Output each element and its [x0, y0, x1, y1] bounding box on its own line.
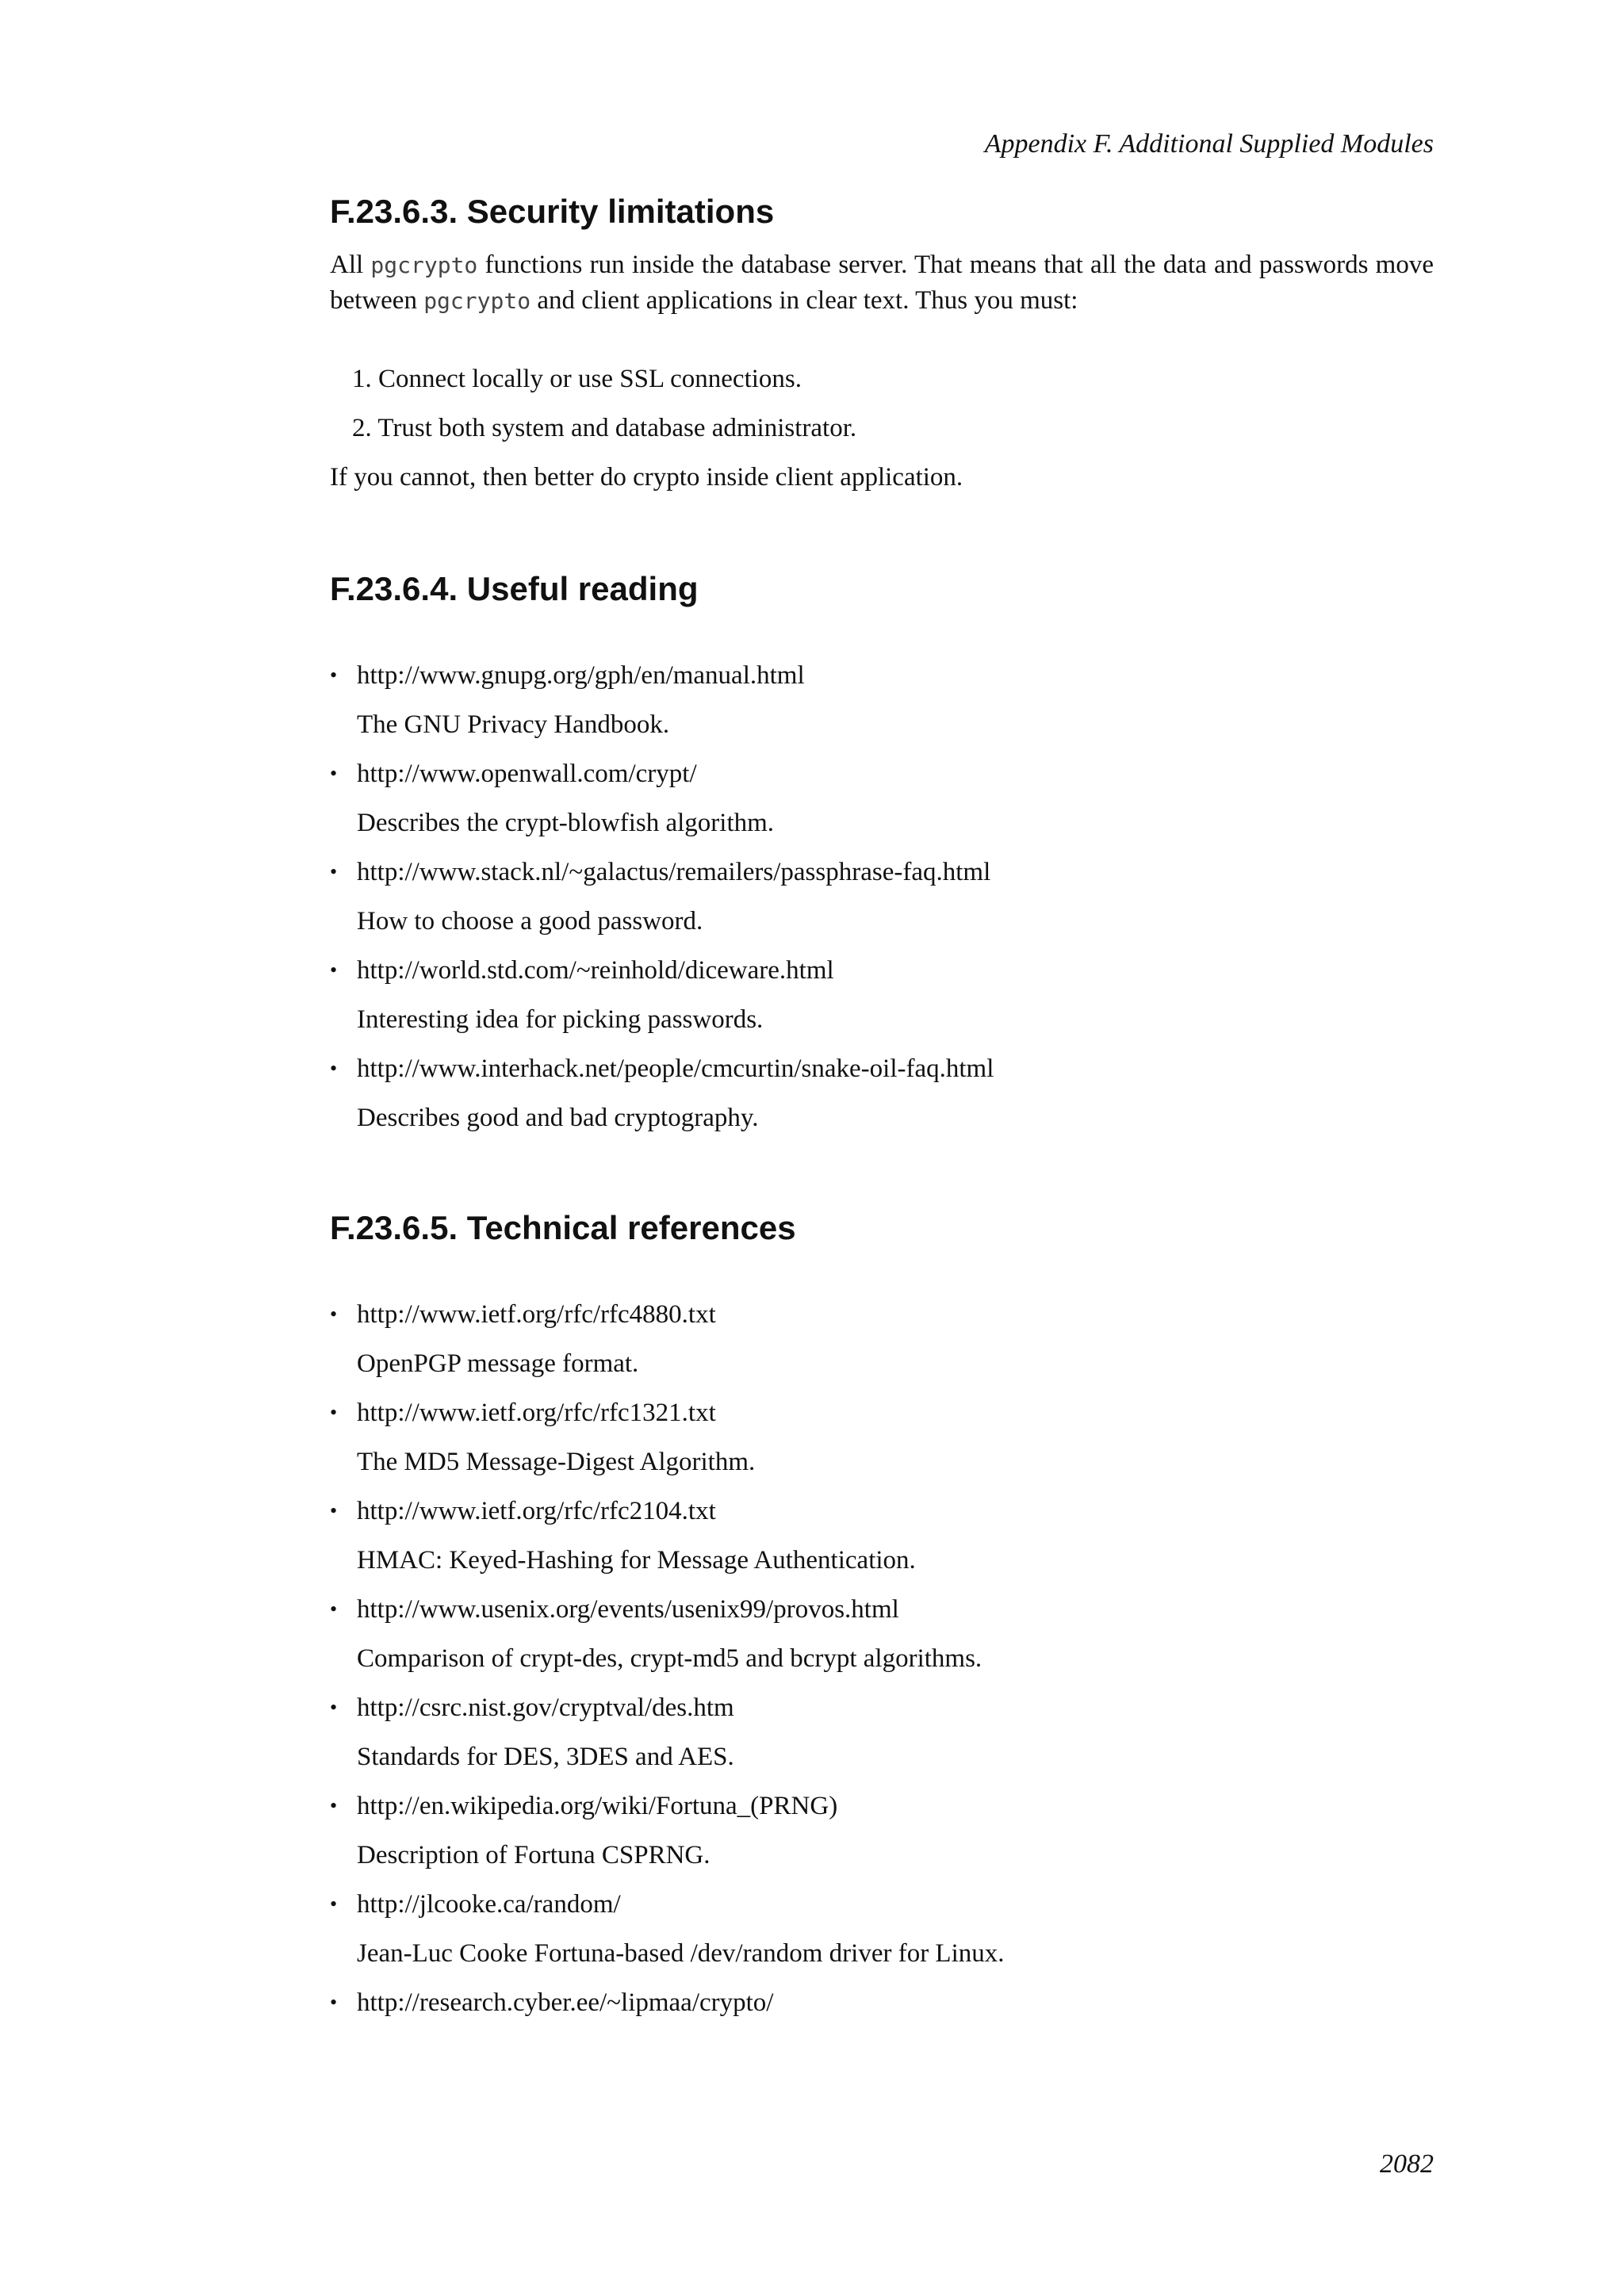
reference-url[interactable]: http://jlcooke.ca/random/ — [357, 1890, 621, 1919]
reference-description: The GNU Privacy Handbook. — [357, 710, 670, 739]
reference-url[interactable]: http://en.wikipedia.org/wiki/Fortuna_(PRNG) — [357, 1792, 838, 1820]
code-pgcrypto: pgcrypto — [370, 252, 478, 278]
bullet-icon: • — [330, 664, 338, 687]
bullet-icon: • — [330, 860, 338, 883]
reference-url[interactable]: http://research.cyber.ee/~lipmaa/crypto/ — [357, 1988, 774, 2017]
reference-url[interactable]: http://www.interhack.net/people/cmcurtin/snake-oil-faq.html — [357, 1054, 994, 1083]
running-header: Appendix F. Additional Supplied Modules — [984, 129, 1434, 159]
reference-description: Description of Fortuna CSPRNG. — [357, 1841, 710, 1869]
reference-url[interactable]: http://www.openwall.com/crypt/ — [357, 760, 697, 788]
reference-description: Comparison of crypt-des, crypt-md5 and bcrypt algorithms. — [357, 1644, 982, 1673]
reference-description: HMAC: Keyed-Hashing for Message Authentication. — [357, 1546, 916, 1575]
bullet-icon: • — [330, 1696, 338, 1719]
reference-url[interactable]: http://world.std.com/~reinhold/diceware.html — [357, 956, 834, 985]
reference-description: Standards for DES, 3DES and AES. — [357, 1743, 734, 1771]
reference-description: The MD5 Message-Digest Algorithm. — [357, 1448, 756, 1476]
reference-url[interactable]: http://www.ietf.org/rfc/rfc1321.txt — [357, 1399, 716, 1427]
reference-url[interactable]: http://www.usenix.org/events/usenix99/provos.html — [357, 1595, 899, 1624]
bullet-icon: • — [330, 1057, 338, 1080]
reference-description: Describes the crypt-blowfish algorithm. — [357, 809, 775, 837]
bullet-icon: • — [330, 959, 338, 982]
section-heading-useful-reading: F.23.6.4. Useful reading — [330, 570, 699, 607]
reference-description: Jean-Luc Cooke Fortuna-based /dev/random driver for Linux. — [357, 1939, 1005, 1968]
numbered-step-1: 1. Connect locally or use SSL connections. — [352, 365, 802, 393]
bullet-icon: • — [330, 1401, 338, 1424]
section-heading-security: F.23.6.3. Security limitations — [330, 193, 775, 230]
reference-url[interactable]: http://csrc.nist.gov/cryptval/des.htm — [357, 1693, 734, 1722]
code-pgcrypto: pgcrypto — [423, 288, 531, 314]
reference-url[interactable]: http://www.stack.nl/~galactus/remailers/passphrase-faq.html — [357, 858, 991, 886]
security-intro-paragraph — [330, 247, 1434, 319]
security-closing-paragraph: If you cannot, then better do crypto inside client application. — [330, 463, 963, 492]
bullet-icon: • — [330, 1892, 338, 1915]
intro-text-2: functions run inside the database server. That means that all the data and passwords move between — [330, 251, 1434, 315]
section-heading-technical-references: F.23.6.5. Technical references — [330, 1209, 796, 1246]
intro-text-3: and client applications in clear text. Thus you must: — [530, 286, 1078, 315]
bullet-icon: • — [330, 1794, 338, 1817]
intro-text-1: All — [330, 251, 371, 279]
reference-description: Interesting idea for picking passwords. — [357, 1005, 764, 1034]
reference-url[interactable]: http://www.ietf.org/rfc/rfc4880.txt — [357, 1300, 716, 1329]
bullet-icon: • — [330, 1598, 338, 1621]
reference-description: Describes good and bad cryptography. — [357, 1104, 759, 1132]
page-number: 2082 — [1380, 2149, 1434, 2179]
reference-url[interactable]: http://www.ietf.org/rfc/rfc2104.txt — [357, 1497, 716, 1525]
numbered-step-2: 2. Trust both system and database administrator. — [352, 414, 857, 442]
reference-url[interactable]: http://www.gnupg.org/gph/en/manual.html — [357, 661, 805, 690]
bullet-icon: • — [330, 1303, 338, 1326]
document-page — [330, 0, 1434, 2296]
bullet-icon: • — [330, 1991, 338, 2014]
bullet-icon: • — [330, 1499, 338, 1522]
reference-description: How to choose a good password. — [357, 907, 703, 936]
reference-description: OpenPGP message format. — [357, 1349, 639, 1378]
bullet-icon: • — [330, 762, 338, 785]
